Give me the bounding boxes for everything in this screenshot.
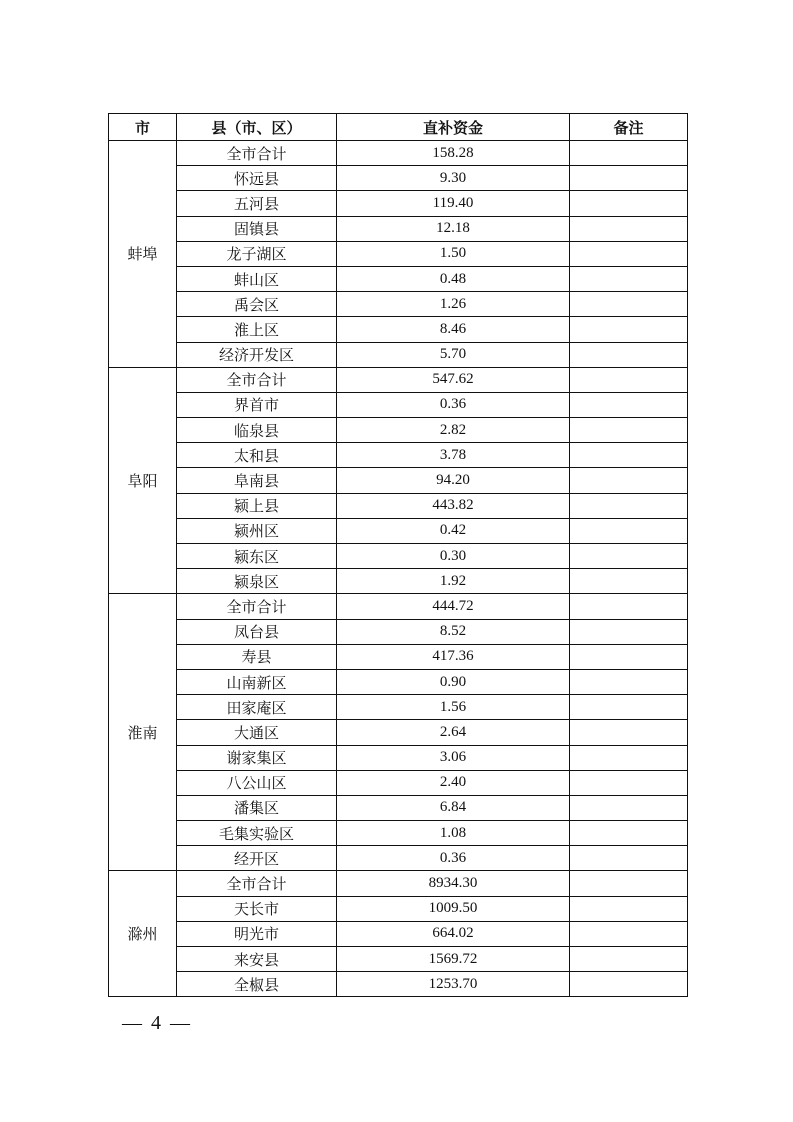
county-cell: 全市合计: [177, 141, 337, 166]
remarks-cell: [570, 846, 688, 871]
table-row: [109, 745, 688, 770]
table-row: [109, 292, 688, 317]
amount-cell: 443.82: [337, 493, 570, 518]
remarks-cell: [570, 342, 688, 367]
county-cell: 固镇县: [177, 216, 337, 241]
county-cell: 界首市: [177, 392, 337, 417]
remarks-cell: [570, 896, 688, 921]
table-row: [109, 720, 688, 745]
table-row: [109, 972, 688, 997]
table-row: [109, 216, 688, 241]
table-row: [109, 594, 688, 619]
table-row: [109, 795, 688, 820]
amount-cell: 2.40: [337, 770, 570, 795]
table-body: [109, 141, 688, 997]
amount-cell: 417.36: [337, 644, 570, 669]
remarks-cell: [570, 292, 688, 317]
table-row: [109, 266, 688, 291]
remarks-cell: [570, 972, 688, 997]
remarks-cell: [570, 468, 688, 493]
city-cell: 阜阳: [109, 367, 177, 594]
county-cell: 阜南县: [177, 468, 337, 493]
table-row: [109, 367, 688, 392]
amount-cell: 0.30: [337, 544, 570, 569]
amount-cell: 3.06: [337, 745, 570, 770]
remarks-cell: [570, 166, 688, 191]
remarks-cell: [570, 141, 688, 166]
table-row: [109, 317, 688, 342]
remarks-cell: [570, 695, 688, 720]
table-row: [109, 947, 688, 972]
county-cell: 颍州区: [177, 518, 337, 543]
amount-cell: 8.46: [337, 317, 570, 342]
county-cell: 大通区: [177, 720, 337, 745]
county-cell: 经济开发区: [177, 342, 337, 367]
header-remarks: 备注: [570, 114, 688, 141]
remarks-cell: [570, 921, 688, 946]
county-cell: 太和县: [177, 443, 337, 468]
amount-cell: 1.26: [337, 292, 570, 317]
table-row: [109, 896, 688, 921]
table-row: [109, 871, 688, 896]
amount-cell: 0.42: [337, 518, 570, 543]
amount-cell: 6.84: [337, 795, 570, 820]
county-cell: 颍泉区: [177, 569, 337, 594]
table-row: [109, 468, 688, 493]
county-cell: 山南新区: [177, 669, 337, 694]
table-row: [109, 241, 688, 266]
remarks-cell: [570, 191, 688, 216]
county-cell: 龙子湖区: [177, 241, 337, 266]
county-cell: 八公山区: [177, 770, 337, 795]
amount-cell: 8.52: [337, 619, 570, 644]
amount-cell: 8934.30: [337, 871, 570, 896]
remarks-cell: [570, 418, 688, 443]
county-cell: 天长市: [177, 896, 337, 921]
county-cell: 潘集区: [177, 795, 337, 820]
remarks-cell: [570, 770, 688, 795]
table-row: [109, 770, 688, 795]
amount-cell: 547.62: [337, 367, 570, 392]
page-number: — 4 —: [122, 1012, 192, 1034]
remarks-cell: [570, 594, 688, 619]
amount-cell: 12.18: [337, 216, 570, 241]
table-row: [109, 569, 688, 594]
remarks-cell: [570, 871, 688, 896]
county-cell: 寿县: [177, 644, 337, 669]
amount-cell: 94.20: [337, 468, 570, 493]
table-row: [109, 846, 688, 871]
county-cell: 怀远县: [177, 166, 337, 191]
remarks-cell: [570, 493, 688, 518]
county-cell: 蚌山区: [177, 266, 337, 291]
remarks-cell: [570, 569, 688, 594]
amount-cell: 2.82: [337, 418, 570, 443]
remarks-cell: [570, 216, 688, 241]
header-county: 县（市、区）: [177, 114, 337, 141]
table-row: [109, 619, 688, 644]
county-cell: 颍东区: [177, 544, 337, 569]
remarks-cell: [570, 669, 688, 694]
remarks-cell: [570, 241, 688, 266]
remarks-cell: [570, 745, 688, 770]
amount-cell: 1.50: [337, 241, 570, 266]
table-row: [109, 544, 688, 569]
county-cell: 颍上县: [177, 493, 337, 518]
amount-cell: 0.90: [337, 669, 570, 694]
table-row: [109, 166, 688, 191]
county-cell: 临泉县: [177, 418, 337, 443]
remarks-cell: [570, 795, 688, 820]
county-cell: 五河县: [177, 191, 337, 216]
amount-cell: 1.56: [337, 695, 570, 720]
remarks-cell: [570, 367, 688, 392]
table-row: [109, 191, 688, 216]
remarks-cell: [570, 821, 688, 846]
county-cell: 全市合计: [177, 367, 337, 392]
remarks-cell: [570, 317, 688, 342]
table-row: [109, 518, 688, 543]
amount-cell: 664.02: [337, 921, 570, 946]
amount-cell: 444.72: [337, 594, 570, 619]
remarks-cell: [570, 720, 688, 745]
amount-cell: 5.70: [337, 342, 570, 367]
header-funds: 直补资金: [337, 114, 570, 141]
county-cell: 来安县: [177, 947, 337, 972]
amount-cell: 119.40: [337, 191, 570, 216]
table-row: [109, 443, 688, 468]
remarks-cell: [570, 443, 688, 468]
table-row: [109, 669, 688, 694]
county-cell: 明光市: [177, 921, 337, 946]
remarks-cell: [570, 947, 688, 972]
funds-table: [108, 113, 688, 997]
remarks-cell: [570, 644, 688, 669]
county-cell: 全椒县: [177, 972, 337, 997]
city-cell: 淮南: [109, 594, 177, 871]
amount-cell: 1253.70: [337, 972, 570, 997]
city-cell: 蚌埠: [109, 141, 177, 368]
remarks-cell: [570, 266, 688, 291]
table-row: [109, 392, 688, 417]
amount-cell: 9.30: [337, 166, 570, 191]
amount-cell: 2.64: [337, 720, 570, 745]
table-row: [109, 821, 688, 846]
remarks-cell: [570, 619, 688, 644]
header-city: 市: [109, 114, 177, 141]
table-row: [109, 493, 688, 518]
table-row: [109, 342, 688, 367]
county-cell: 凤台县: [177, 619, 337, 644]
amount-cell: 0.36: [337, 846, 570, 871]
amount-cell: 0.36: [337, 392, 570, 417]
amount-cell: 1.08: [337, 821, 570, 846]
amount-cell: 1009.50: [337, 896, 570, 921]
county-cell: 禹会区: [177, 292, 337, 317]
table-row: [109, 695, 688, 720]
city-cell: 滁州: [109, 871, 177, 997]
amount-cell: 1569.72: [337, 947, 570, 972]
amount-cell: 0.48: [337, 266, 570, 291]
table-row: [109, 141, 688, 166]
remarks-cell: [570, 544, 688, 569]
amount-cell: 1.92: [337, 569, 570, 594]
amount-cell: 158.28: [337, 141, 570, 166]
county-cell: 谢家集区: [177, 745, 337, 770]
amount-cell: 3.78: [337, 443, 570, 468]
county-cell: 经开区: [177, 846, 337, 871]
table-header-row: [109, 114, 688, 141]
county-cell: 毛集实验区: [177, 821, 337, 846]
table-row: [109, 644, 688, 669]
county-cell: 淮上区: [177, 317, 337, 342]
table-row: [109, 921, 688, 946]
table-row: [109, 418, 688, 443]
county-cell: 全市合计: [177, 871, 337, 896]
county-cell: 全市合计: [177, 594, 337, 619]
county-cell: 田家庵区: [177, 695, 337, 720]
remarks-cell: [570, 518, 688, 543]
remarks-cell: [570, 392, 688, 417]
